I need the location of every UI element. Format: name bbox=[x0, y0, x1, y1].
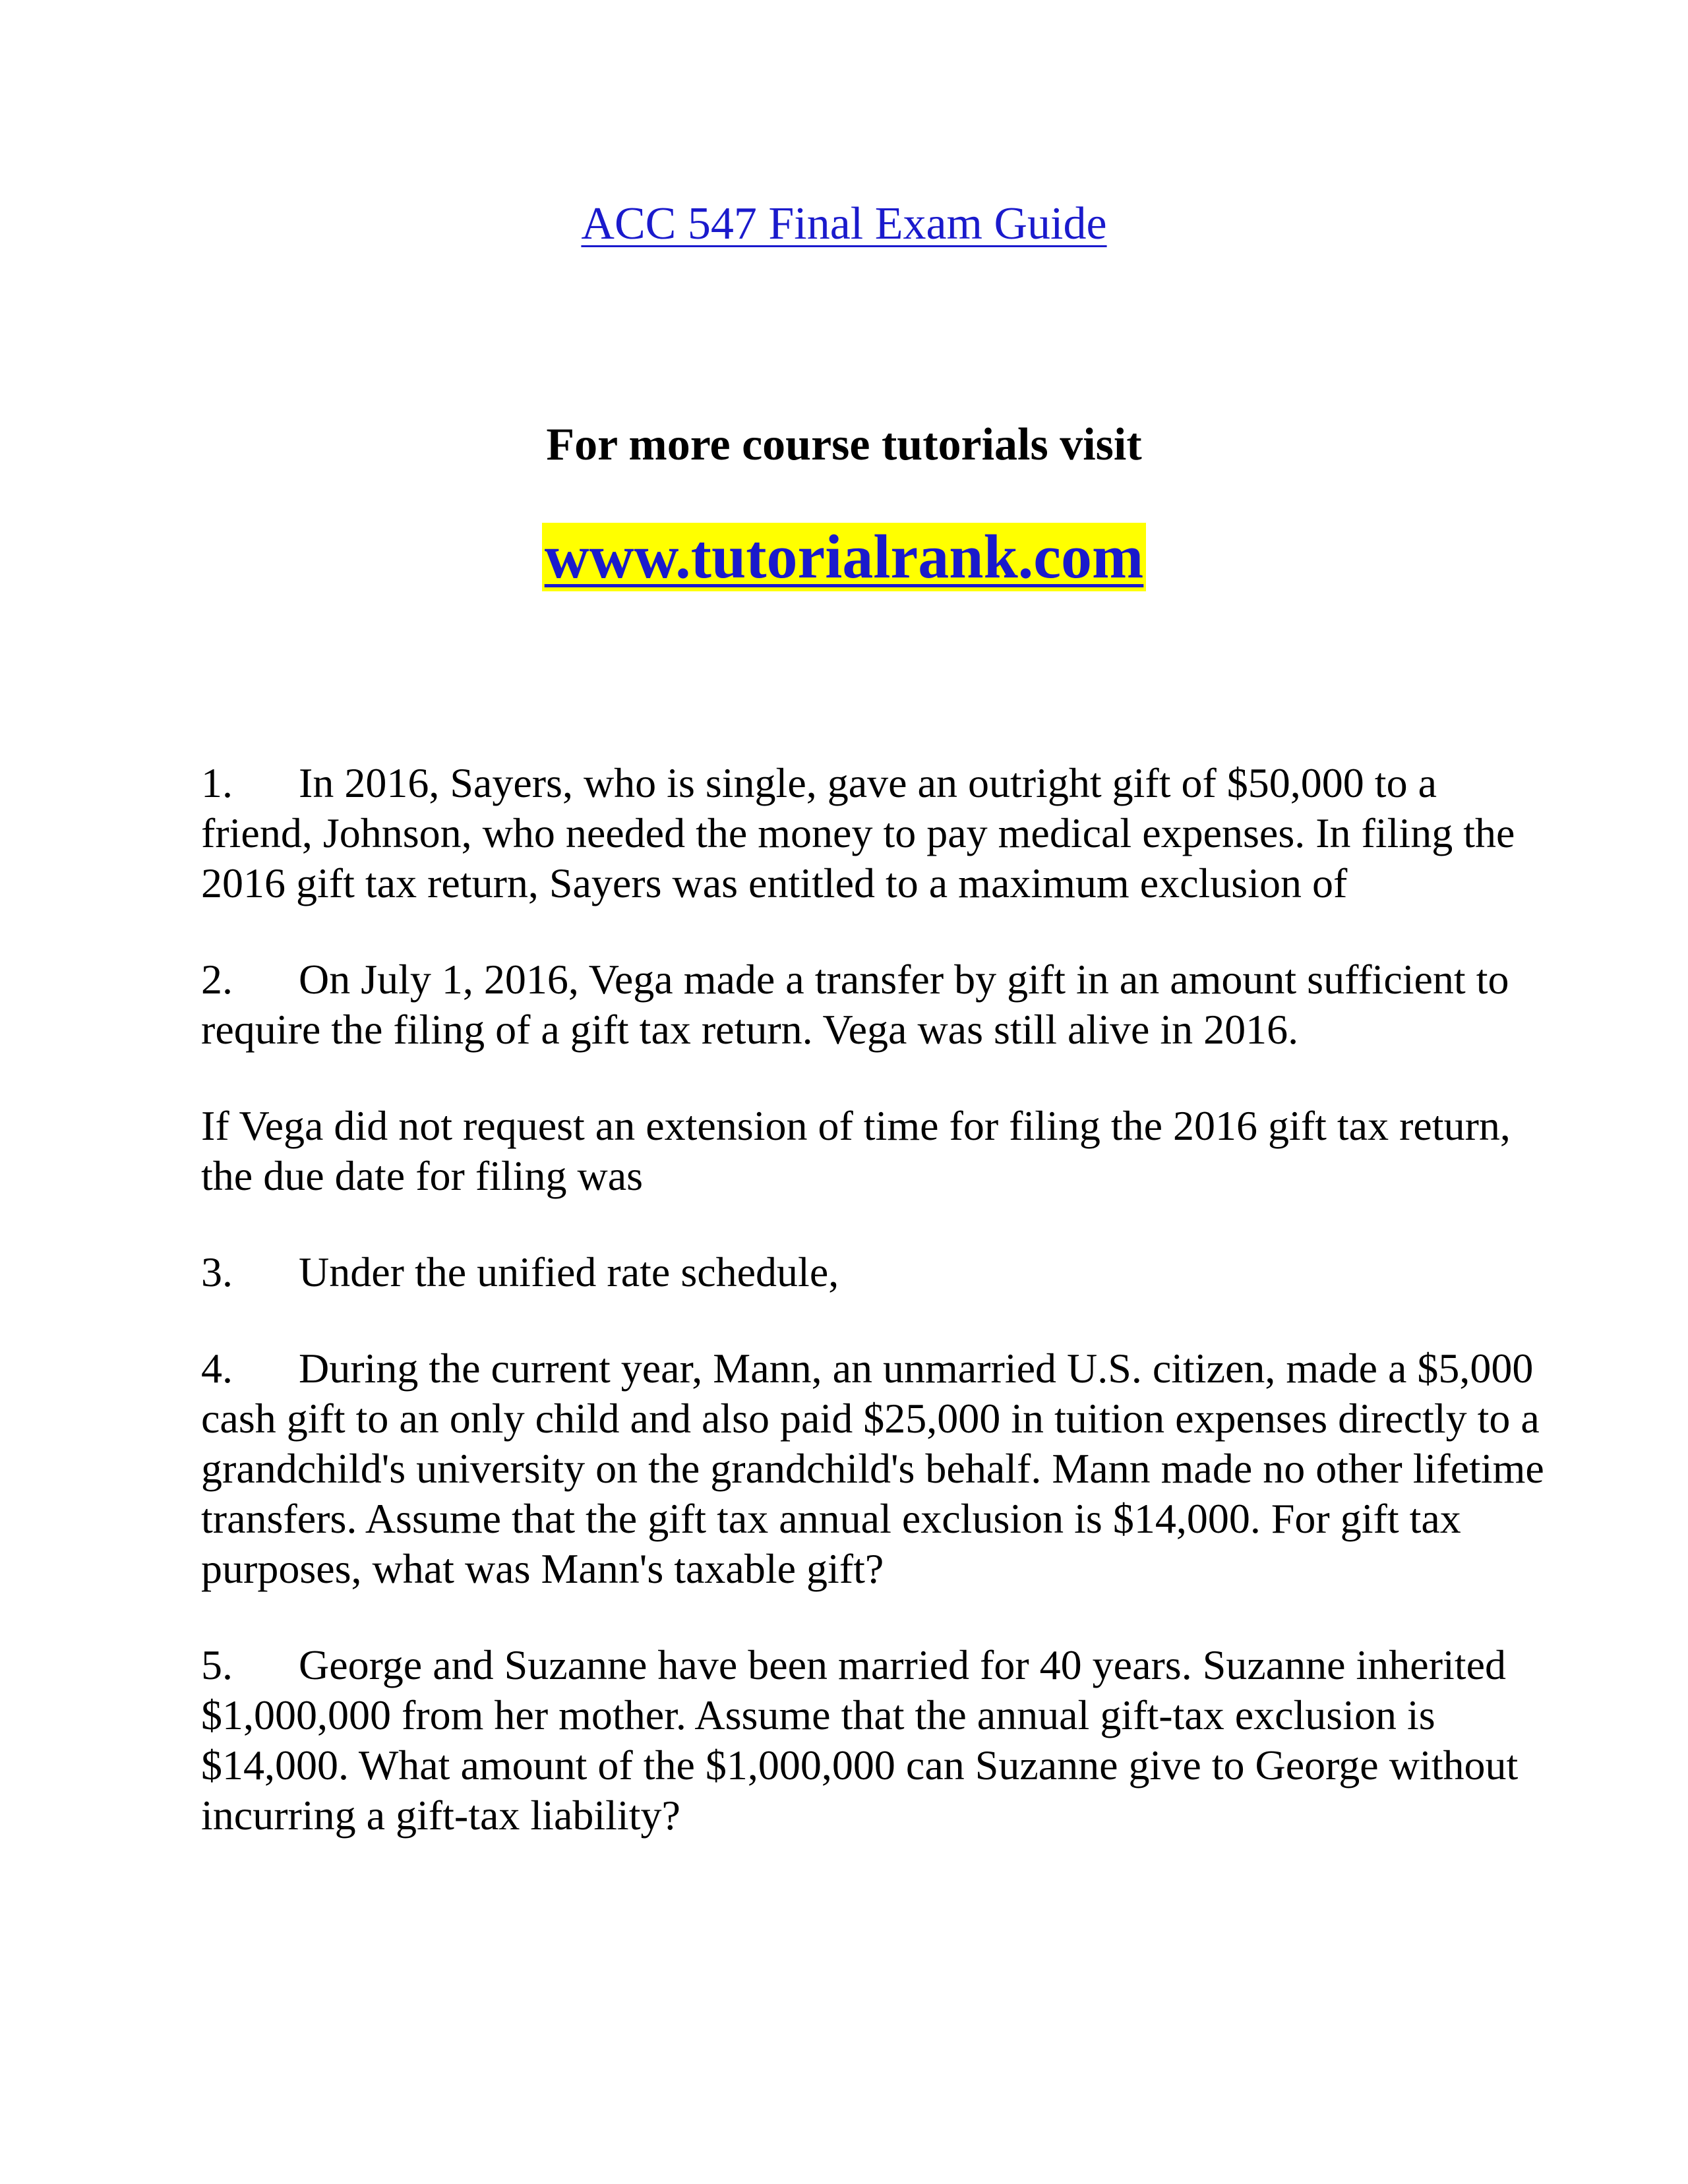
site-link-container bbox=[0, 521, 1688, 593]
question-text: George and Suzanne have been married for 40 years. Suzanne inherited $1,000,000 from her mother. Assume that the annual gift-tax exclusion is $14,000. What amount of the $1,000,000 can Suzanne give to George without incurring a gift-tax liability? bbox=[201, 1641, 1519, 1839]
site-link[interactable]: www.tutorialrank.com bbox=[542, 523, 1147, 591]
question-text: Under the unified rate schedule, bbox=[299, 1249, 839, 1295]
document-title bbox=[0, 191, 1688, 257]
title-link[interactable]: ACC 547 Final Exam Guide bbox=[581, 198, 1107, 249]
question-2 bbox=[201, 955, 1546, 1055]
question-3 bbox=[201, 1247, 1546, 1297]
question-1 bbox=[201, 758, 1546, 908]
question-4 bbox=[201, 1343, 1546, 1594]
question-list bbox=[201, 758, 1546, 1887]
question-number: 2. bbox=[201, 956, 233, 1003]
visit-heading: For more course tutorials visit bbox=[546, 419, 1142, 470]
question-5 bbox=[201, 1640, 1546, 1841]
question-text: In 2016, Sayers, who is single, gave an outright gift of $50,000 to a friend, Johnson, who needed the money to pay medical expenses. In filing the 2016 gift tax return, Sayers was entitled to a maximum exclusion of bbox=[201, 759, 1515, 906]
question-number: 1. bbox=[201, 759, 233, 806]
question-number: 5. bbox=[201, 1641, 233, 1688]
question-text: On July 1, 2016, Vega made a transfer by gift in an amount sufficient to require the filing of a gift tax return. Vega was still alive in 2016. bbox=[201, 956, 1509, 1053]
question-number: 4. bbox=[201, 1345, 233, 1392]
question-number: 3. bbox=[201, 1249, 233, 1295]
question-text: During the current year, Mann, an unmarried U.S. citizen, made a $5,000 cash gift to an only child and also paid $25,000 in tuition expenses directly to a grandchild's university on the grandchild's behalf. Mann made no other lifetime transfers. Assume that the gift tax annual exclusion is $14,000. For gift tax purposes, what was Mann's taxable gift? bbox=[201, 1345, 1544, 1592]
question-2-followup: If Vega did not request an extension of time for filing the 2016 gift tax return, the due date for filing was bbox=[201, 1102, 1511, 1199]
